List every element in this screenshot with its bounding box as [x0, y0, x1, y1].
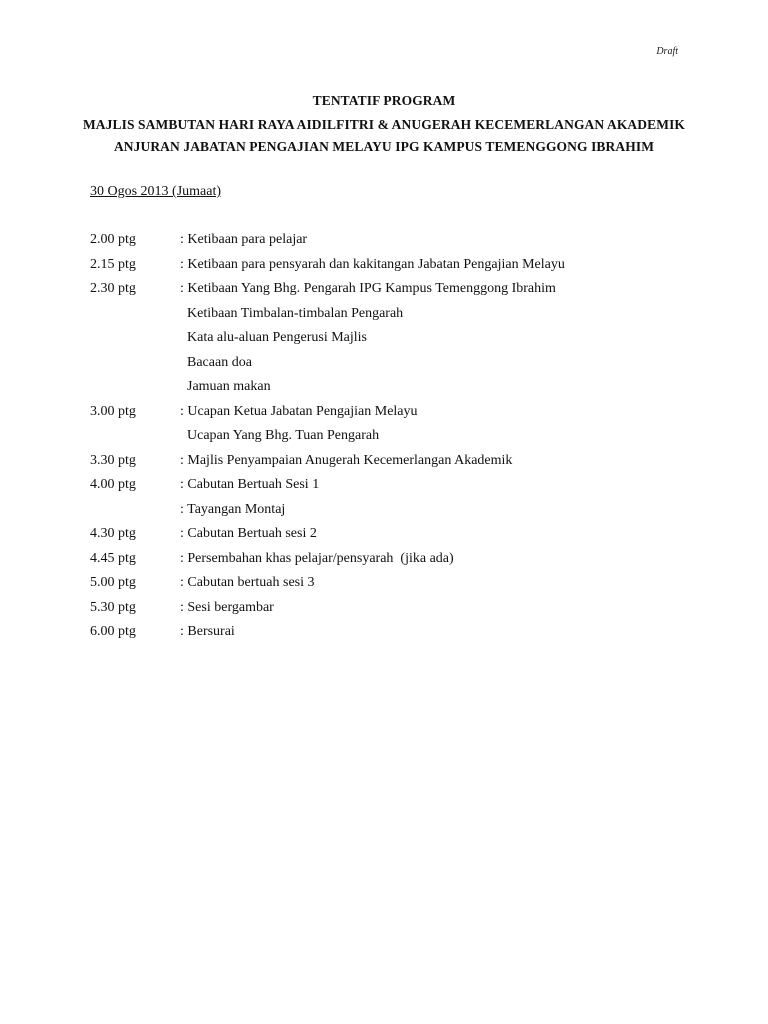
organizer-line: ANJURAN JABATAN PENGAJIAN MELAYU IPG KAMPUS TEMENGGONG IBRAHIM	[113, 139, 655, 154]
schedule-item: : Cabutan bertuah sesi 3	[180, 575, 315, 590]
schedule-row	[90, 575, 690, 600]
schedule-item: Ucapan Yang Bhg. Tuan Pengarah	[180, 428, 380, 443]
event-title: MAJLIS SAMBUTAN HARI RAYA AIDILFITRI & ANUGERAH KECEMERLANGAN AKADEMIK	[82, 117, 686, 132]
schedule-time: 3.00 ptg	[90, 403, 136, 419]
schedule-row	[90, 330, 690, 355]
schedule-row	[90, 306, 690, 331]
schedule-row	[90, 404, 690, 429]
draft-label: Draft	[656, 46, 678, 57]
schedule-item: Ketibaan Timbalan-timbalan Pengarah	[180, 305, 404, 321]
schedule-time: 5.00 ptg	[90, 575, 136, 590]
schedule-row	[90, 551, 690, 576]
schedule-row	[90, 281, 690, 306]
schedule-item: : Ketibaan Yang Bhg. Pengarah IPG Kampus Temenggong Ibrahim	[180, 281, 556, 296]
schedule-item: : Ucapan Ketua Jabatan Pengajian Melayu	[180, 403, 418, 419]
document-title: TENTATIF PROGRAM	[312, 93, 456, 108]
schedule-list	[90, 232, 690, 649]
schedule-row	[90, 526, 690, 551]
schedule-time: 6.00 ptg	[90, 624, 136, 639]
schedule-item: : Persembahan khas pelajar/pensyarah (jika ada)	[180, 550, 454, 566]
schedule-row	[90, 600, 690, 625]
schedule-time: 4.30 ptg	[90, 526, 136, 541]
schedule-time: 2.30 ptg	[90, 281, 136, 296]
schedule-row	[90, 453, 690, 478]
schedule-item: Jamuan makan	[180, 379, 271, 394]
schedule-row	[90, 477, 690, 502]
schedule-time: 2.15 ptg	[90, 256, 136, 272]
schedule-item: : Ketibaan para pensyarah dan kakitangan Jabatan Pengajian Melayu	[180, 256, 565, 272]
schedule-row	[90, 624, 690, 649]
schedule-row	[90, 355, 690, 380]
schedule-row	[90, 502, 690, 527]
schedule-item: Kata alu-aluan Pengerusi Majlis	[180, 330, 368, 345]
schedule-row	[90, 428, 690, 453]
schedule-item: : Cabutan Bertuah Sesi 1	[180, 477, 320, 492]
schedule-item: : Majlis Penyampaian Anugerah Kecemerlangan Akademik	[180, 452, 513, 468]
schedule-row	[90, 379, 690, 404]
schedule-row	[90, 232, 690, 257]
schedule-time: 4.45 ptg	[90, 550, 136, 566]
schedule-item: : Sesi bergambar	[180, 599, 274, 615]
schedule-time: 3.30 ptg	[90, 452, 136, 468]
schedule-item: : Cabutan Bertuah sesi 2	[180, 526, 317, 541]
schedule-time: 4.00 ptg	[90, 477, 136, 492]
event-date: 30 Ogos 2013 (Jumaat)	[90, 184, 222, 199]
schedule-row	[90, 257, 690, 282]
schedule-time: 5.30 ptg	[90, 599, 136, 615]
schedule-item: : Bersurai	[180, 624, 235, 639]
schedule-item: Bacaan doa	[180, 354, 252, 370]
schedule-time: 2.00 ptg	[90, 232, 136, 247]
schedule-item: : Ketibaan para pelajar	[180, 232, 308, 247]
schedule-item: : Tayangan Montaj	[180, 501, 286, 517]
